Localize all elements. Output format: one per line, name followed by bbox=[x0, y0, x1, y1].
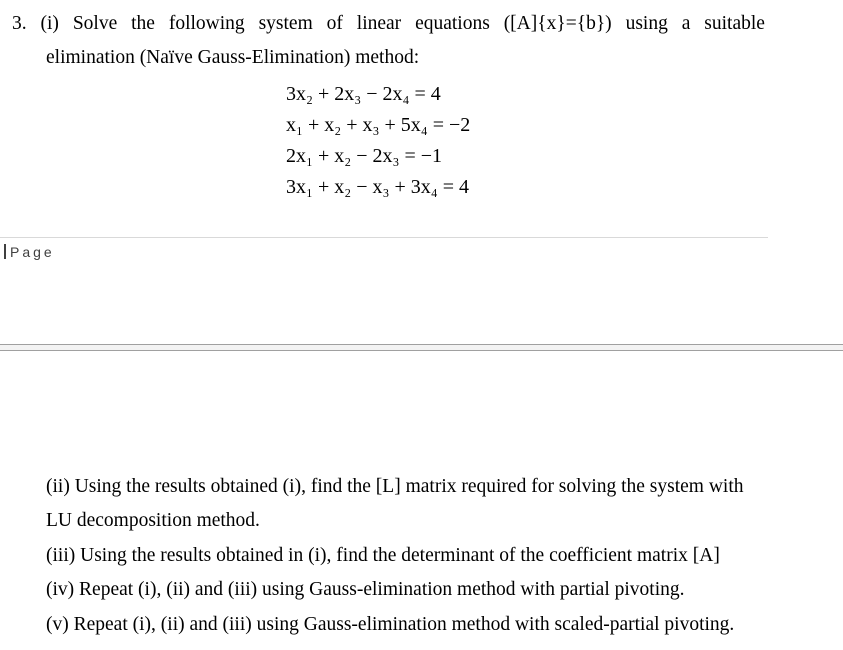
footer-rule bbox=[0, 237, 768, 238]
question-3-line-2: elimination (Naïve Gauss-Elimination) method: bbox=[46, 47, 420, 68]
word: (i) bbox=[40, 13, 59, 34]
word: system bbox=[258, 13, 313, 34]
part-iii: (iii) Using the results obtained in (i), find the determinant of the coefficient matrix [A] bbox=[46, 545, 720, 566]
word: equations bbox=[415, 13, 490, 34]
word: using bbox=[625, 13, 668, 34]
word: of bbox=[326, 13, 343, 34]
part-ii-line-2: LU decomposition method. bbox=[46, 510, 260, 531]
word: the bbox=[131, 13, 155, 34]
equation-4: 3x₁ + x₂ − x₃ + 3x₄ = 4 bbox=[286, 176, 470, 198]
word: suitable bbox=[704, 13, 765, 34]
footer-bar bbox=[4, 244, 6, 259]
word: Solve bbox=[72, 13, 118, 34]
question-3-line-1 bbox=[12, 14, 765, 34]
part-iv: (iv) Repeat (i), (ii) and (iii) using Gauss-elimination method with partial pivoting. bbox=[46, 579, 685, 600]
word: linear bbox=[356, 13, 402, 34]
part-ii-line-1: (ii) Using the results obtained (i), find the [L] matrix required for solving the system with bbox=[46, 476, 744, 497]
page-footer bbox=[4, 244, 55, 260]
equation-2: x₁ + x₂ + x₃ + 5x₄ = −2 bbox=[286, 114, 471, 136]
word: following bbox=[168, 13, 245, 34]
word: ([A]{x}={b}) bbox=[503, 13, 612, 34]
page-break-divider bbox=[0, 344, 843, 351]
part-v: (v) Repeat (i), (ii) and (iii) using Gauss-elimination method with scaled-partial pivoting. bbox=[46, 614, 735, 635]
word: a bbox=[681, 13, 691, 34]
page-label: Page bbox=[10, 244, 55, 260]
word: 3. bbox=[12, 13, 27, 34]
equation-1: 3x₂ + 2x₃ − 2x₄ = 4 bbox=[286, 83, 441, 105]
equation-3: 2x₁ + x₂ − 2x₃ = −1 bbox=[286, 145, 443, 167]
